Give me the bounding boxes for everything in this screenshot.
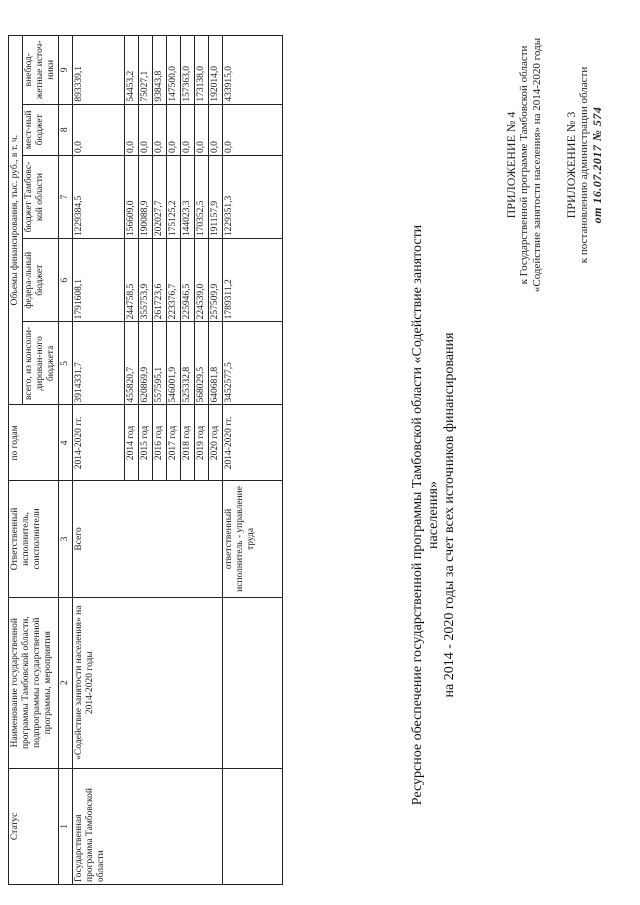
year-federal: 223376,7 [167, 239, 181, 322]
year-local: 0,0 [153, 104, 167, 155]
resp-total: 3452577,5 [223, 322, 283, 405]
handwritten-date-number: от 16.07.2017 № 574 [590, 106, 604, 224]
year-total: 557595,1 [153, 322, 167, 405]
col-number: 2 [59, 597, 73, 768]
total-extra: 893339,1 [73, 36, 125, 105]
attachment-3-line: к постановлению администрации области [578, 66, 590, 264]
header-status: Статус [9, 768, 59, 884]
header-federal: федера-льный бюджет [23, 239, 59, 322]
resp-extra: 433915,0 [223, 36, 283, 105]
year-extra: 75027,1 [139, 36, 153, 105]
header-total: всего, из консоли-дирован-ного бюджета [23, 322, 59, 405]
attachment-4-line1: к Государственной программе Тамбовской области [518, 45, 530, 285]
year-federal: 257509,9 [209, 239, 223, 322]
resp-federal: 1789311,2 [223, 239, 283, 322]
year-total: 546001,9 [167, 322, 181, 405]
total-federal: 1791608,1 [73, 239, 125, 322]
table-wrapper [8, 35, 283, 885]
year-local: 0,0 [139, 104, 153, 155]
year-local: 0,0 [209, 104, 223, 155]
year-federal: 261723,6 [153, 239, 167, 322]
year-federal: 244758,5 [125, 239, 139, 322]
total-regional: 1229384,5 [73, 155, 125, 238]
year-regional: 170352,5 [195, 155, 209, 238]
document-title-line1: Ресурсное обеспечение государственной программы Тамбовской области «Содействие занятости населения» [410, 224, 441, 806]
year-local: 0,0 [181, 104, 195, 155]
document-title [410, 195, 458, 835]
program-name: «Содействие занятости населения» на 2014-2020 годы [73, 597, 223, 768]
responsible-executor-row [223, 36, 283, 885]
year-regional: 156609,0 [125, 155, 139, 238]
col-number: 9 [59, 36, 73, 105]
header-regional: бюджет Тамбовс-кой области [23, 155, 59, 238]
attachment-3-title: ПРИЛОЖЕНИЕ № 3 [564, 111, 578, 219]
year-total: 640681,8 [209, 322, 223, 405]
col-number: 5 [59, 322, 73, 405]
resp-period: 2014-2020 гг. [223, 405, 283, 481]
year-regional: 202027,7 [153, 155, 167, 238]
year-local: 0,0 [167, 104, 181, 155]
attachment-4-line2: «Содействие занятости населения» на 2014-2020 годы [531, 37, 543, 293]
col-number: 6 [59, 239, 73, 322]
year-total: 568029,5 [195, 322, 209, 405]
year-total: 620869,9 [139, 322, 153, 405]
year-regional: 191157,9 [209, 155, 223, 238]
program-total-row [73, 36, 125, 885]
year-total: 525332,8 [181, 322, 195, 405]
col-number: 7 [59, 155, 73, 238]
year-total: 455820,7 [125, 322, 139, 405]
year-regional: 144023,3 [181, 155, 195, 238]
executor-responsible: ответственный исполнитель - управление труда [223, 481, 283, 597]
year-extra: 54453,2 [125, 36, 139, 105]
resource-table [8, 35, 283, 885]
year-label: 2014 год [125, 405, 139, 481]
year-extra: 192014,0 [209, 36, 223, 105]
total-local: 0,0 [73, 104, 125, 155]
year-label: 2017 год [167, 405, 181, 481]
year-label: 2020 год [209, 405, 223, 481]
attachment-4-title: ПРИЛОЖЕНИЕ № 4 [504, 111, 518, 219]
col-number: 3 [59, 481, 73, 597]
header-volumes: Объемы финансирования, тыс. руб., в т. ч. [9, 36, 23, 406]
year-label: 2019 год [195, 405, 209, 481]
header-by-years: по годам [9, 405, 59, 481]
year-extra: 93843,8 [153, 36, 167, 105]
year-local: 0,0 [195, 104, 209, 155]
year-local: 0,0 [125, 104, 139, 155]
header-local: мест-ный бюджет [23, 104, 59, 155]
resp-regional: 1229351,3 [223, 155, 283, 238]
attachment-3-header [565, 0, 604, 330]
attachment-4-header [505, 0, 544, 330]
header-executor: Ответственный исполнитель, соисполнители [9, 481, 59, 597]
year-regional: 175125,2 [167, 155, 181, 238]
year-extra: 173138,0 [195, 36, 209, 105]
year-extra: 147500,0 [167, 36, 181, 105]
status-empty [223, 768, 283, 884]
name-empty [223, 597, 283, 768]
col-number: 8 [59, 104, 73, 155]
document-title-line2: на 2014 - 2020 годы за счет всех источников финансирования [442, 332, 457, 698]
program-status: Государственная программа Тамбовской области [73, 768, 223, 884]
resp-local: 0,0 [223, 104, 283, 155]
total-period: 2014-2020 гг. [73, 405, 125, 481]
col-number: 4 [59, 405, 73, 481]
year-label: 2015 год [139, 405, 153, 481]
header-row-1 [9, 36, 23, 885]
year-federal: 224539,0 [195, 239, 209, 322]
total-all: 3914331,7 [73, 322, 125, 405]
column-number-row [59, 36, 73, 885]
executor-total: Всего [73, 481, 223, 597]
year-federal: 355753,9 [139, 239, 153, 322]
header-name: Наименование государственной программы Тамбовской области, подпрограммы государственной программы, мероприятия [9, 597, 59, 768]
year-federal: 225946,5 [181, 239, 195, 322]
year-regional: 190088,9 [139, 155, 153, 238]
year-label: 2016 год [153, 405, 167, 481]
col-number: 1 [59, 768, 73, 884]
header-extra: внебюд-жетные источ-ники [23, 36, 59, 105]
year-extra: 157363,0 [181, 36, 195, 105]
year-label: 2018 год [181, 405, 195, 481]
